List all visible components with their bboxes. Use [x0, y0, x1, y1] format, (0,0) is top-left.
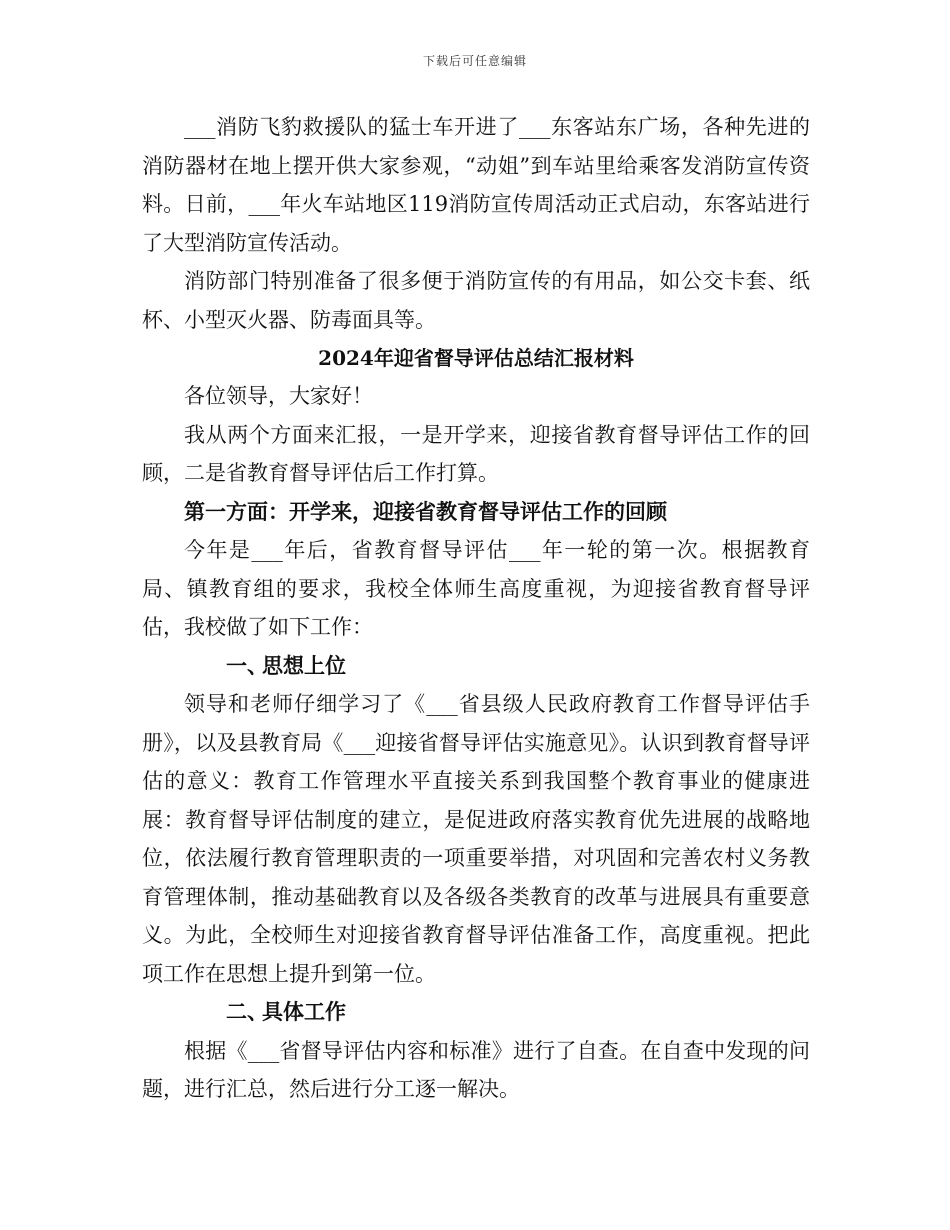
subsection-title-2: 具体工作	[262, 999, 346, 1024]
section1-paragraph: 今年是___年后，省教育督导评估___年一轮的第一次。根据教育局、镇教育组的要求，我校全体师生高度重视，为迎接省教育督导评估，我校做了如下工作：	[142, 538, 810, 639]
subsection-heading-2	[142, 993, 810, 1032]
subsection-number-2: 二、	[226, 999, 268, 1024]
subsection2-paragraph: 根据《___省督导评估内容和标准》进行了自查。在自查中发现的问题，进行汇总，然后进行分工逐一解决。	[142, 1038, 810, 1101]
subsection-title-1: 思想上位	[262, 652, 346, 678]
paragraph-fire-supplies: 消防部门特别准备了很多便于消防宣传的有用品，如公交卡套、纸杯、小型灭火器、防毒面具等。	[142, 269, 810, 332]
section-heading-1: 第一方面：开学来，迎接省教育督导评估工作的回顾	[184, 498, 667, 524]
greeting: 各位领导，大家好！	[184, 384, 373, 408]
document-body	[142, 108, 810, 1109]
paragraph-fire-drill: ___消防飞豹救援队的猛士车开进了___东客站东广场，各种先进的消防器材在地上摆开供大家参观，“动姐”到车站里给乘客发消防宣传资料。日前，___年火车站地区119消防宣传周活动正式启动，东客站进行了大型消防宣传活动。	[142, 115, 810, 255]
subsection-heading-1	[142, 647, 810, 686]
subsection-number-1: 一、	[226, 652, 268, 678]
document-title: 2024年迎省督导评估总结汇报材料	[318, 346, 634, 370]
subsection1-paragraph: 领导和老师仔细学习了《___省县级人民政府教育工作督导评估手册》，以及县教育局《___迎接省督导评估实施意见》。认识到教育督导评估的意义：教育工作管理水平直接关系到我国整个教育事业的健康进展：教育督导评估制度的建立，是促进政府落实教育优先进展的战略地位，依法履行教育管理职责的一项重要举措，对巩固和完善农村义务教育管理体制，推动基础教育以及各级各类教育的改革与进展具有重要意义。为此，全校师生对迎接省教育督导评估准备工作，高度重视。把此项工作在思想上提升到第一位。	[142, 692, 810, 986]
page-header: 下载后可任意编辑	[422, 54, 527, 68]
intro-paragraph: 我从两个方面来汇报，一是开学来，迎接省教育督导评估工作的回顾，二是省教育督导评估后工作打算。	[142, 422, 810, 485]
